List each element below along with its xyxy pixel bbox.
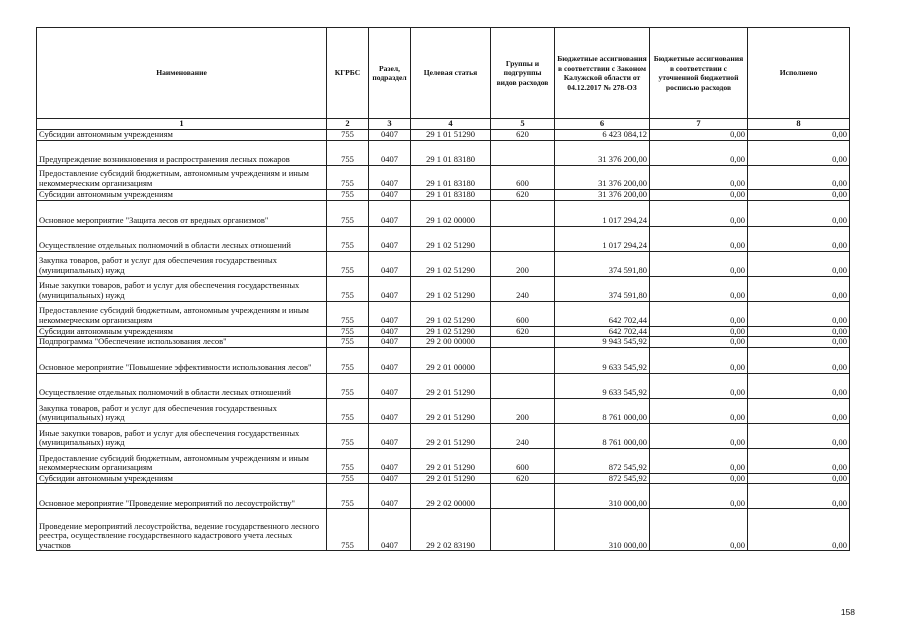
cell-kgrbs: 755 <box>327 423 369 448</box>
cell-group: 620 <box>491 189 555 200</box>
cell-group <box>491 140 555 165</box>
cell-plan: 0,00 <box>650 423 748 448</box>
cell-plan: 0,00 <box>650 189 748 200</box>
cell-group: 620 <box>491 473 555 484</box>
cell-kgrbs: 755 <box>327 326 369 337</box>
cell-name: Основное мероприятие "Повышение эффективности использования лесов" <box>37 347 327 373</box>
table-row <box>37 140 850 165</box>
cell-section: 0407 <box>369 226 411 251</box>
cell-done: 0,00 <box>748 276 850 301</box>
cell-section: 0407 <box>369 189 411 200</box>
cell-plan: 0,00 <box>650 140 748 165</box>
table-row <box>37 301 850 326</box>
cell-plan: 0,00 <box>650 200 748 226</box>
cell-done: 0,00 <box>748 140 850 165</box>
cell-section: 0407 <box>369 423 411 448</box>
cell-section: 0407 <box>369 130 411 141</box>
cell-kgrbs: 755 <box>327 276 369 301</box>
cell-kgrbs: 755 <box>327 509 369 551</box>
column-number: 7 <box>650 119 748 130</box>
budget-table <box>36 27 850 551</box>
cell-group <box>491 373 555 398</box>
cell-done: 0,00 <box>748 165 850 189</box>
cell-law: 31 376 200,00 <box>555 165 650 189</box>
cell-group: 240 <box>491 276 555 301</box>
table-row <box>37 423 850 448</box>
cell-done: 0,00 <box>748 484 850 509</box>
cell-target: 29 2 01 51290 <box>411 423 491 448</box>
cell-group <box>491 509 555 551</box>
cell-name: Основное мероприятие "Проведение мероприятий по лесоустройству" <box>37 484 327 509</box>
table-row <box>37 326 850 337</box>
cell-section: 0407 <box>369 398 411 423</box>
cell-group: 600 <box>491 165 555 189</box>
cell-name: Субсидии автономным учреждениям <box>37 473 327 484</box>
cell-law: 31 376 200,00 <box>555 140 650 165</box>
cell-kgrbs: 755 <box>327 165 369 189</box>
table-row <box>37 165 850 189</box>
cell-group: 620 <box>491 326 555 337</box>
header-law: Бюджетные ассигнования в соответствии с Законом Калужской области от 04.12.2017 № 278-ОЗ <box>555 28 650 119</box>
table-row <box>37 448 850 473</box>
cell-done: 0,00 <box>748 301 850 326</box>
cell-target: 29 2 01 51290 <box>411 473 491 484</box>
cell-name: Осуществление отдельных полномочий в области лесных отношений <box>37 226 327 251</box>
table-body <box>37 119 850 551</box>
cell-target: 29 1 01 83180 <box>411 189 491 200</box>
table-row <box>37 189 850 200</box>
cell-plan: 0,00 <box>650 373 748 398</box>
cell-target: 29 2 02 83190 <box>411 509 491 551</box>
cell-group: 200 <box>491 398 555 423</box>
table-row <box>37 251 850 276</box>
cell-name: Закупка товаров, работ и услуг для обеспечения государственных (муниципальных) нужд <box>37 398 327 423</box>
cell-law: 310 000,00 <box>555 484 650 509</box>
cell-target: 29 2 01 51290 <box>411 448 491 473</box>
cell-name: Предупреждение возникновения и распространения лесных пожаров <box>37 140 327 165</box>
cell-plan: 0,00 <box>650 165 748 189</box>
header-group: Группы и подгруппы видов расходов <box>491 28 555 119</box>
header-plan: Бюджетные ассигнования в соответствии с уточненной бюджетной росписью расходов <box>650 28 748 119</box>
cell-name: Предоставление субсидий бюджетным, автономным учреждениям и иным некоммерческим организациям <box>37 165 327 189</box>
column-number: 8 <box>748 119 850 130</box>
cell-target: 29 1 02 51290 <box>411 326 491 337</box>
cell-done: 0,00 <box>748 373 850 398</box>
cell-law: 1 017 294,24 <box>555 226 650 251</box>
cell-done: 0,00 <box>748 448 850 473</box>
table-row <box>37 337 850 348</box>
cell-done: 0,00 <box>748 423 850 448</box>
cell-section: 0407 <box>369 509 411 551</box>
cell-plan: 0,00 <box>650 130 748 141</box>
table-row <box>37 398 850 423</box>
cell-name: Проведение мероприятий лесоустройства, ведение государственного лесного реестра, осуществление государственного кадастрового учета лесных участков <box>37 509 327 551</box>
cell-law: 9 633 545,92 <box>555 373 650 398</box>
cell-kgrbs: 755 <box>327 130 369 141</box>
cell-kgrbs: 755 <box>327 140 369 165</box>
header-name: Наименование <box>37 28 327 119</box>
column-number: 6 <box>555 119 650 130</box>
cell-kgrbs: 755 <box>327 448 369 473</box>
cell-group <box>491 200 555 226</box>
cell-section: 0407 <box>369 337 411 348</box>
cell-group <box>491 347 555 373</box>
cell-plan: 0,00 <box>650 337 748 348</box>
cell-plan: 0,00 <box>650 326 748 337</box>
cell-kgrbs: 755 <box>327 398 369 423</box>
cell-done: 0,00 <box>748 226 850 251</box>
table-row <box>37 200 850 226</box>
table-row <box>37 226 850 251</box>
cell-done: 0,00 <box>748 326 850 337</box>
cell-group: 600 <box>491 301 555 326</box>
cell-target: 29 2 01 51290 <box>411 373 491 398</box>
cell-target: 29 1 02 00000 <box>411 200 491 226</box>
cell-law: 374 591,80 <box>555 276 650 301</box>
cell-name: Субсидии автономным учреждениям <box>37 189 327 200</box>
cell-name: Основное мероприятие "Защита лесов от вредных организмов" <box>37 200 327 226</box>
cell-name: Иные закупки товаров, работ и услуг для обеспечения государственных (муниципальных) нужд <box>37 276 327 301</box>
page-number: 158 <box>840 607 855 617</box>
cell-name: Предоставление субсидий бюджетным, автономным учреждениям и иным некоммерческим организациям <box>37 448 327 473</box>
cell-plan: 0,00 <box>650 509 748 551</box>
column-number: 5 <box>491 119 555 130</box>
cell-kgrbs: 755 <box>327 189 369 200</box>
cell-law: 9 943 545,92 <box>555 337 650 348</box>
table-row <box>37 130 850 141</box>
cell-law: 872 545,92 <box>555 473 650 484</box>
cell-done: 0,00 <box>748 251 850 276</box>
cell-law: 872 545,92 <box>555 448 650 473</box>
cell-plan: 0,00 <box>650 226 748 251</box>
cell-plan: 0,00 <box>650 448 748 473</box>
cell-law: 642 702,44 <box>555 326 650 337</box>
cell-section: 0407 <box>369 276 411 301</box>
cell-section: 0407 <box>369 140 411 165</box>
cell-target: 29 1 01 83180 <box>411 140 491 165</box>
cell-plan: 0,00 <box>650 484 748 509</box>
cell-done: 0,00 <box>748 509 850 551</box>
header-row <box>37 28 850 119</box>
cell-kgrbs: 755 <box>327 251 369 276</box>
cell-done: 0,00 <box>748 130 850 141</box>
column-number-row <box>37 119 850 130</box>
cell-kgrbs: 755 <box>327 337 369 348</box>
cell-name: Субсидии автономным учреждениям <box>37 326 327 337</box>
cell-law: 642 702,44 <box>555 301 650 326</box>
column-number: 1 <box>37 119 327 130</box>
cell-section: 0407 <box>369 200 411 226</box>
cell-target: 29 1 01 83180 <box>411 165 491 189</box>
cell-done: 0,00 <box>748 473 850 484</box>
table-row <box>37 347 850 373</box>
cell-law: 374 591,80 <box>555 251 650 276</box>
cell-law: 9 633 545,92 <box>555 347 650 373</box>
cell-kgrbs: 755 <box>327 347 369 373</box>
cell-target: 29 2 00 00000 <box>411 337 491 348</box>
cell-name: Закупка товаров, работ и услуг для обеспечения государственных (муниципальных) нужд <box>37 251 327 276</box>
cell-kgrbs: 755 <box>327 226 369 251</box>
cell-group: 240 <box>491 423 555 448</box>
cell-section: 0407 <box>369 473 411 484</box>
cell-law: 1 017 294,24 <box>555 200 650 226</box>
cell-section: 0407 <box>369 347 411 373</box>
cell-target: 29 2 02 00000 <box>411 484 491 509</box>
header-kgrbs: КГРБС <box>327 28 369 119</box>
header-section: Разел, подраздел <box>369 28 411 119</box>
cell-kgrbs: 755 <box>327 473 369 484</box>
cell-kgrbs: 755 <box>327 200 369 226</box>
header-done: Исполнено <box>748 28 850 119</box>
cell-done: 0,00 <box>748 398 850 423</box>
cell-section: 0407 <box>369 301 411 326</box>
cell-done: 0,00 <box>748 200 850 226</box>
cell-group: 620 <box>491 130 555 141</box>
cell-law: 31 376 200,00 <box>555 189 650 200</box>
cell-law: 8 761 000,00 <box>555 398 650 423</box>
cell-target: 29 1 01 51290 <box>411 130 491 141</box>
cell-section: 0407 <box>369 448 411 473</box>
cell-name: Подпрограмма "Обеспечение использования лесов" <box>37 337 327 348</box>
cell-plan: 0,00 <box>650 347 748 373</box>
cell-section: 0407 <box>369 373 411 398</box>
cell-plan: 0,00 <box>650 251 748 276</box>
cell-name: Предоставление субсидий бюджетным, автономным учреждениям и иным некоммерческим организациям <box>37 301 327 326</box>
cell-law: 6 423 084,12 <box>555 130 650 141</box>
cell-section: 0407 <box>369 251 411 276</box>
cell-done: 0,00 <box>748 337 850 348</box>
cell-name: Осуществление отдельных полномочий в области лесных отношений <box>37 373 327 398</box>
table-row <box>37 473 850 484</box>
table-row <box>37 484 850 509</box>
column-number: 2 <box>327 119 369 130</box>
cell-group: 200 <box>491 251 555 276</box>
column-number: 4 <box>411 119 491 130</box>
table-row <box>37 276 850 301</box>
cell-name: Субсидии автономным учреждениям <box>37 130 327 141</box>
cell-target: 29 2 01 51290 <box>411 398 491 423</box>
cell-kgrbs: 755 <box>327 484 369 509</box>
cell-kgrbs: 755 <box>327 301 369 326</box>
header-target: Целевая статья <box>411 28 491 119</box>
cell-target: 29 2 01 00000 <box>411 347 491 373</box>
cell-plan: 0,00 <box>650 473 748 484</box>
table-row <box>37 509 850 551</box>
cell-plan: 0,00 <box>650 301 748 326</box>
cell-group: 600 <box>491 448 555 473</box>
table-row <box>37 373 850 398</box>
cell-group <box>491 337 555 348</box>
cell-target: 29 1 02 51290 <box>411 276 491 301</box>
cell-law: 8 761 000,00 <box>555 423 650 448</box>
cell-group <box>491 226 555 251</box>
cell-target: 29 1 02 51290 <box>411 251 491 276</box>
cell-group <box>491 484 555 509</box>
cell-target: 29 1 02 51290 <box>411 226 491 251</box>
cell-done: 0,00 <box>748 347 850 373</box>
cell-name: Иные закупки товаров, работ и услуг для обеспечения государственных (муниципальных) нужд <box>37 423 327 448</box>
cell-section: 0407 <box>369 326 411 337</box>
cell-plan: 0,00 <box>650 276 748 301</box>
cell-target: 29 1 02 51290 <box>411 301 491 326</box>
cell-section: 0407 <box>369 484 411 509</box>
cell-plan: 0,00 <box>650 398 748 423</box>
column-number: 3 <box>369 119 411 130</box>
cell-done: 0,00 <box>748 189 850 200</box>
cell-kgrbs: 755 <box>327 373 369 398</box>
cell-section: 0407 <box>369 165 411 189</box>
cell-law: 310 000,00 <box>555 509 650 551</box>
